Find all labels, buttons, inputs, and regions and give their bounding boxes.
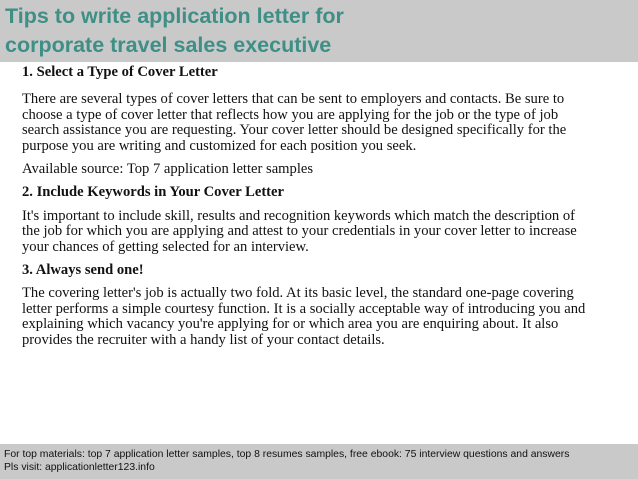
available-source-line (22, 162, 612, 177)
title-line-2: corporate travel sales executive (5, 33, 332, 57)
text-line: The covering letter's job is actually two fold. At its basic level, the standard one-page covering (22, 285, 574, 302)
text-line: explaining which vacancy you're applying for or which area you are enquiring about. It also (22, 316, 559, 333)
text-line: the job for which you are applying and attest to your credentials in your cover letter to increase (22, 223, 577, 240)
page-title (5, 2, 633, 60)
article-body (22, 65, 612, 348)
paragraph-cover-letter-types (22, 92, 612, 154)
section-heading-1: 1. Select a Type of Cover Letter (22, 64, 218, 80)
footer-line-1: For top materials: top 7 application letter samples, top 8 resumes samples, free ebook: 75 interview questions and answers (4, 449, 570, 460)
paragraph-always-send (22, 286, 612, 348)
title-line-1: Tips to write application letter for (5, 4, 344, 28)
text-line: It's important to include skill, results and recognition keywords which match the description of (22, 207, 576, 224)
text-line: choose a type of cover letter that reflects how you are applying for the job or the type of job (22, 106, 559, 123)
text-line: search assistance you are requesting. Your cover letter should be designed specifically for the (22, 122, 567, 139)
text-line: Available source: Top 7 application letter samples (22, 161, 314, 178)
section-heading-3: 3. Always send one! (22, 262, 144, 279)
text-line: your chances of getting selected for an interview. (22, 238, 309, 255)
paragraph-keywords (22, 209, 612, 255)
footer (4, 449, 634, 474)
text-line: purpose you are writing and customized for each position you seek. (22, 137, 417, 154)
text-line: letter performs a simple courtesy function. It is a socially acceptable way of introducing you and (22, 300, 586, 317)
footer-line-2: Pls visit: applicationletter123.info (4, 461, 155, 473)
section-heading-2: 2. Include Keywords in Your Cover Letter (22, 184, 284, 201)
text-line: provides the recruiter with a handy list of your contact details. (22, 331, 385, 348)
text-line: There are several types of cover letters that can be sent to employers and contacts. Be sure to (22, 91, 565, 108)
